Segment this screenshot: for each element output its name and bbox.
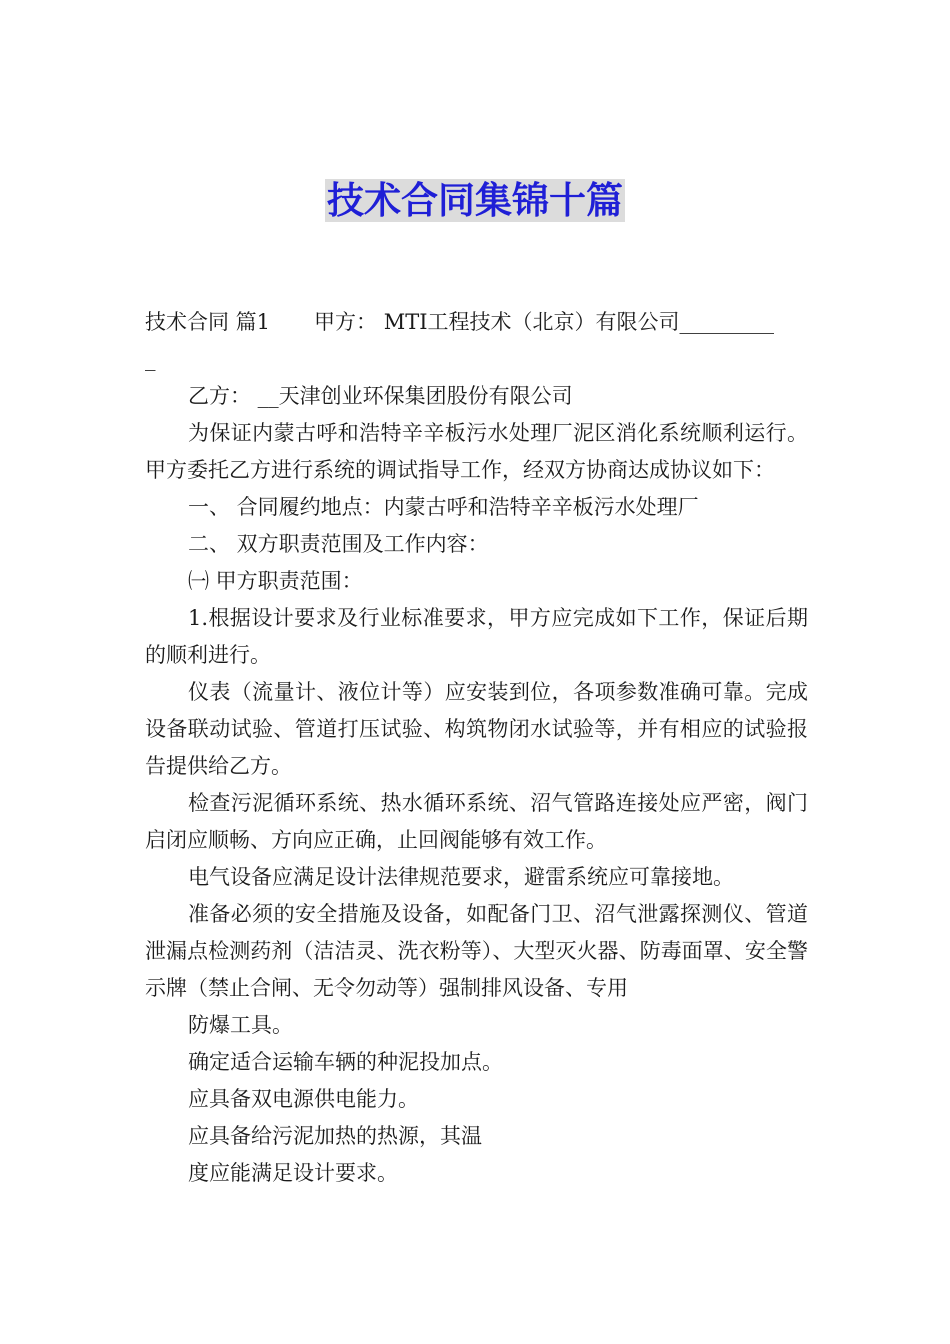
document-title [0, 178, 950, 224]
subclause-party-a: ㈠ 甲方职责范围： [188, 569, 363, 593]
heading-line [145, 304, 808, 341]
party-b-line: 乙方： __天津创业环保集团股份有限公司 [188, 384, 573, 408]
sludge-dosing-paragraph: 确定适合运输车辆的种泥投加点。 [188, 1050, 503, 1074]
electrical-paragraph: 电气设备应满足设计法律规范要求，避雷系统应可靠接地。 [188, 865, 734, 889]
clause-responsibilities: 二、 双方职责范围及工作内容： [188, 532, 489, 556]
safety-paragraph: 准备必须的安全措施及设备，如配备门卫、沼气泄露探测仪、管道泄漏点检测药剂（洁洁灵、洗衣粉等）、大型灭火器、防毒面罩、安全警示牌（禁止合闸、无令勿动等）强制排风设备、专用 [145, 902, 808, 1000]
power-supply-paragraph: 应具备双电源供电能力。 [188, 1087, 419, 1111]
heat-source-paragraph-tail: 度应能满足设计要求。 [188, 1161, 398, 1185]
contract-heading-label: 技术合同 篇1 [145, 310, 271, 334]
party-a-line: 甲方： MTI工程技术（北京）有限公司_________ [314, 310, 775, 334]
heat-source-paragraph: 应具备给污泥加热的热源，其温 [188, 1124, 482, 1148]
item-1-paragraph: 1.根据设计要求及行业标准要求，甲方应完成如下工作，保证后期的顺利进行。 [145, 606, 808, 667]
safety-paragraph-tail: 防爆工具。 [188, 1013, 293, 1037]
document-body [145, 304, 808, 1192]
intro-paragraph: 为保证内蒙古呼和浩特辛辛板污水处理厂泥区消化系统顺利运行。甲方委托乙方进行系统的调试指导工作，经双方协商达成协议如下： [145, 421, 808, 482]
clause-location: 一、 合同履约地点：内蒙古呼和浩特辛辛板污水处理厂 [188, 495, 699, 519]
party-a-tail: _ [145, 347, 156, 371]
document-title-text: 技术合同集锦十篇 [327, 179, 623, 222]
inspection-paragraph: 检查污泥循环系统、热水循环系统、沼气管路连接处应严密，阀门启闭应顺畅、方向应正确，止回阀能够有效工作。 [145, 791, 808, 852]
instruments-paragraph: 仪表（流量计、液位计等）应安装到位，各项参数准确可靠。完成设备联动试验、管道打压试验、构筑物闭水试验等，并有相应的试验报告提供给乙方。 [145, 680, 808, 778]
